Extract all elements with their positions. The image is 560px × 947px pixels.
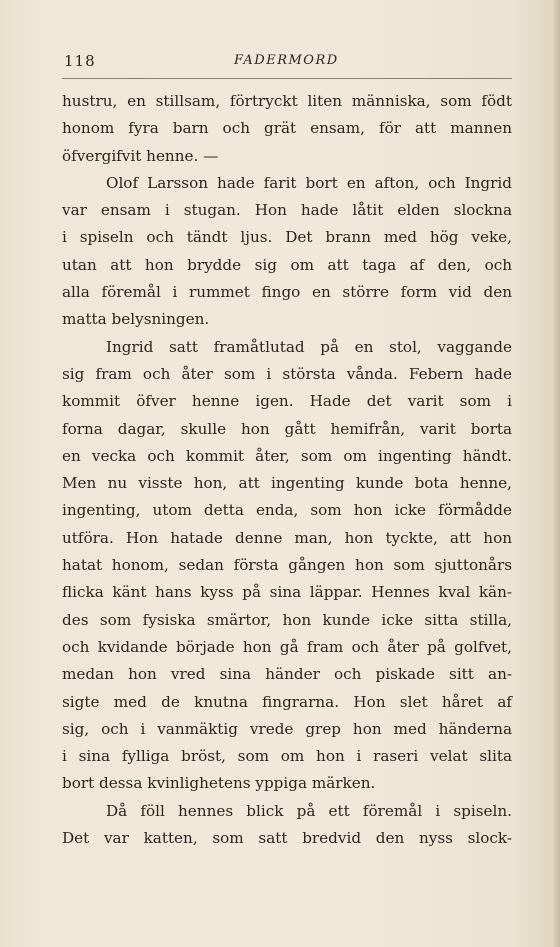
text-line: och kvidande började hon gå fram och åter på golfvet, [62, 637, 512, 656]
page-number: 118 [64, 52, 96, 70]
text-line: Men nu visste hon, att ingenting kunde bota henne, [62, 474, 512, 493]
text-line: forna dagar, skulle hon gått hemifrån, varit borta [62, 419, 512, 438]
text-line: en vecka och kommit åter, som om ingenting händt. [62, 446, 512, 465]
text-line: honom fyra barn och grät ensam, för att mannen [62, 119, 512, 138]
text-line: Då föll hennes blick på ett föremål i spiseln. [106, 801, 512, 820]
text-line: utan att hon brydde sig om att taga af den, och [62, 255, 512, 274]
text-line: des som fysiska smärtor, hon kunde icke sitta stilla, [62, 610, 512, 629]
page-header [64, 52, 496, 74]
text-line: i spiseln och tändt ljus. Det brann med hög veke, [62, 228, 512, 247]
text-line: alla föremål i rummet fingo en större form vid den [62, 283, 512, 302]
text-line: hustru, en stillsam, förtryckt liten människa, som födt [62, 92, 512, 110]
text-line: flicka känt hans kyss på sina läppar. Hennes kval kän- [62, 583, 512, 602]
text-line: matta belysningen. [62, 310, 210, 329]
paragraph-4 [62, 798, 512, 853]
page-edge [554, 0, 560, 947]
text-line: sigte med de knutna fingrarna. Hon slet håret af [62, 692, 512, 711]
paragraph-1 [62, 88, 512, 170]
running-head: FADERMORD [234, 53, 339, 68]
text-line: Olof Larsson hade farit bort en afton, och Ingrid [106, 173, 512, 192]
paragraph-3 [62, 334, 512, 798]
text-line: öfvergifvit henne. — [62, 146, 219, 165]
text-line: kommit öfver henne igen. Hade det varit som i [62, 392, 512, 411]
body-text [62, 88, 512, 852]
header-rule [62, 78, 512, 79]
text-line: Ingrid satt framåtlutad på en stol, vaggande [106, 337, 512, 356]
text-line: ingenting, utom detta enda, som hon icke förmådde [62, 501, 512, 520]
text-line: sig, och i vanmäktig vrede grep hon med händerna [62, 719, 512, 738]
paragraph-2 [62, 170, 512, 334]
text-line: Det var katten, som satt bredvid den nyss slock- [62, 829, 512, 848]
text-line: i sina fylliga bröst, som om hon i raseri velat slita [62, 747, 512, 766]
text-line: hatat honom, sedan första gången hon som sjuttonårs [62, 556, 512, 575]
text-line: sig fram och åter som i största vånda. Febern hade [62, 364, 512, 383]
text-line: bort dessa kvinlighetens yppiga märken. [62, 774, 376, 793]
text-line: medan hon vred sina händer och piskade sitt an- [62, 665, 512, 684]
text-line: var ensam i stugan. Hon hade låtit elden slockna [62, 201, 512, 220]
text-line: utföra. Hon hatade denne man, hon tyckte, att hon [62, 528, 512, 547]
